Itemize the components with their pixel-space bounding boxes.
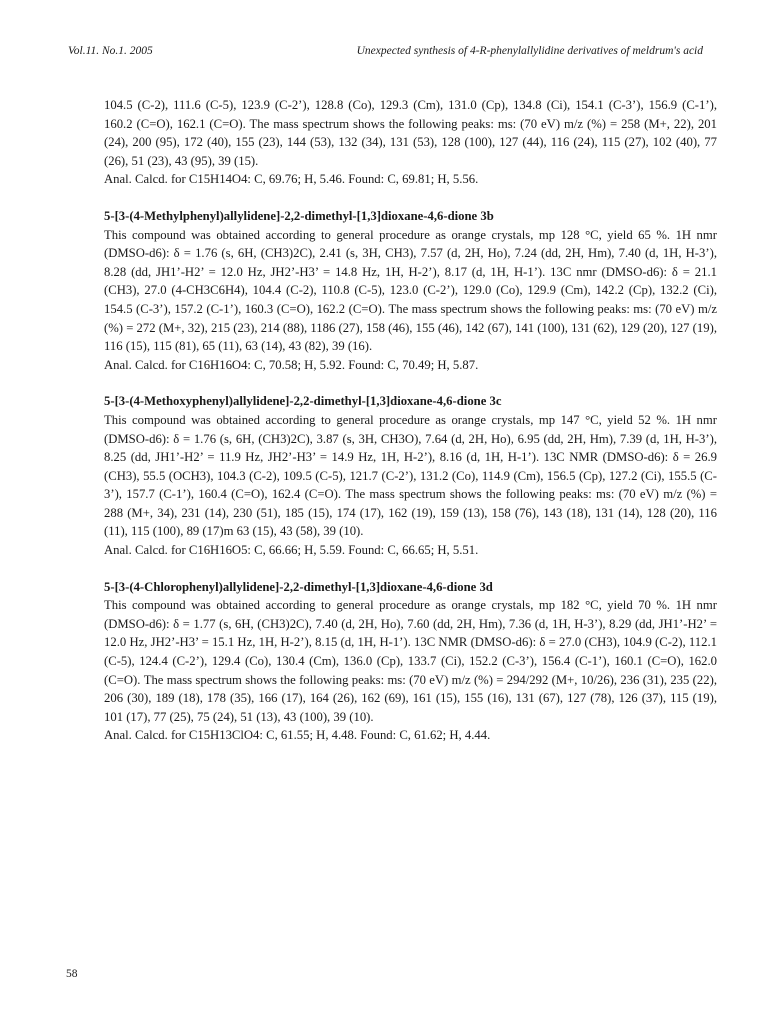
block-gap xyxy=(104,189,717,207)
paragraph: 104.5 (C-2), 111.6 (C-5), 123.9 (C-2’), 128.8 (Co), 129.3 (Cm), 131.0 (Cp), 134.8 (Ci), 154.1 (C-3’), 156.9 (C-1’), 160.2 (C=O), 162.1 (C=O). The mass spectrum shows the following peaks: ms: (70 eV) m/z (%) = 258 (M+, 22), 201 (24), 200 (95), 172 (40), 155 (23), 144 (53), 132 (34), 131 (53), 128 (100), 127 (44), 116 (24), 115 (27), 102 (40), 77 (26), 51 (23), 43 (95), 39 (15). xyxy=(104,98,717,168)
block-gap xyxy=(104,560,717,578)
running-header-title: Unexpected synthesis of 4-R-phenylallylidine derivatives of meldrum's acid xyxy=(356,45,703,57)
compound-heading: 5-[3-(4-Methoxyphenyl)allylidene]-2,2-dimethyl-[1,3]dioxane-4,6-dione 3c xyxy=(104,394,502,409)
page-number: 58 xyxy=(66,968,78,980)
elemental-analysis: Anal. Calcd. for C15H14O4: C, 69.76; H, 5.46. Found: C, 69.81; H, 5.56. xyxy=(104,172,479,187)
paragraph: This compound was obtained according to general procedure as orange crystals, mp 147 °C, yield 52 %. 1H nmr (DMSO-d6): δ = 1.76 (s, 6H, (CH3)2C), 3.87 (s, 3H, CH3O), 7.64 (d, 2H, Ho), 6.95 (dd, 2H, Hm), 7.39 (d, 1H, H-3’), 8.25 (dd, JH1’-H2’ = 11.9 Hz, JH2’-H3’ = 14.9 Hz, 1H, H-2’), 8.16 (d, 1H, H-1’). 13C NMR (DMSO-d6): δ = 26.9 (CH3), 55.5 (OCH3), 104.3 (C-2), 109.5 (C-5), 121.7 (C-2’), 131.2 (Co), 114.9 (Cm), 156.5 (Cp), 127.2 (Ci), 155.5 (C-3’), 157.7 (C-1’), 160.4 (C=O), 162.4 (C=O). The mass spectrum shows the following peaks: ms: (70 eV) m/z (%) = 288 (M+, 34), 231 (14), 230 (51), 185 (15), 174 (17), 162 (19), 159 (13), 158 (76), 143 (18), 131 (14), 128 (20), 116 (11), 115 (100), 89 (17)m 63 (15), 43 (58), 39 (10). xyxy=(104,412,717,539)
paragraph: This compound was obtained according to general procedure as orange crystals, mp 182 °C, yield 70 %. 1H nmr (DMSO-d6): δ = 1.77 (s, 6H, (CH3)2C), 7.40 (d, 2H, Ho), 7.60 (dd, 2H, Hm), 7.36 (d, 1H, H-3’), 8.29 (dd, JH1’-H2’ = 12.0 Hz, JH2’-H3’ = 15.1 Hz, 1H, H-2’), 8.15 (d, 1H, H-1’). 13C NMR (DMSO-d6): δ = 27.0 (CH3), 104.9 (C-2), 112.1 (C-5), 124.4 (C-2’), 129.4 (Co), 130.4 (Cm), 136.0 (Cp), 133.7 (Ci), 152.2 (C-3’), 156.4 (C-1’), 160.1 (C=O), 162.0 (C=O). The mass spectrum shows the following peaks: ms: (70 eV) m/z (%) = 294/292 (M+, 10/26), 236 (31), 235 (22), 206 (30), 189 (18), 178 (35), 166 (17), 164 (26), 162 (69), 161 (15), 155 (16), 131 (67), 127 (78), 126 (37), 115 (19), 101 (17), 77 (25), 75 (24), 51 (13), 43 (100), 39 (10). xyxy=(104,598,717,724)
elemental-analysis: Anal. Calcd. for C16H16O4: C, 70.58; H, 5.92. Found: C, 70.49; H, 5.87. xyxy=(104,357,479,372)
compound-heading: 5-[3-(4-Chlorophenyl)allylidene]-2,2-dimethyl-[1,3]dioxane-4,6-dione 3d xyxy=(104,579,493,594)
paragraph: This compound was obtained according to general procedure as orange crystals, mp 128 °C, yield 65 %. 1H nmr (DMSO-d6): δ = 1.76 (s, 6H, (CH3)2C), 2.41 (s, 3H, CH3), 7.57 (d, 2H, Ho), 7.24 (dd, 2H, Hm), 7.40 (d, 1H, H-3’), 8.28 (dd, JH1’-H2’ = 12.0 Hz, JH2’-H3’ = 14.8 Hz, 1H, H-2’), 8.17 (d, 1H, H-1’). 13C nmr (DMSO-d6): δ = 21.1 (CH3), 27.0 (4-CH3C6H4), 104.4 (C-2), 110.8 (C-5), 123.0 (C-2’), 129.0 (Co), 129.9 (Cm), 142.2 (Cp), 132.2 (Ci), 154.5 (C-3’), 157.2 (C-1’), 160.3 (C=O), 162.2 (C=O). The mass spectrum shows the following peaks: ms: (70 eV) m/z (%) = 272 (M+, 32), 215 (23), 214 (88), 1186 (27), 158 (46), 155 (46), 142 (67), 141 (100), 131 (62), 129 (20), 127 (19), 116 (15), 115 (81), 65 (11), 63 (14), 43 (82), 39 (16). xyxy=(104,227,717,354)
compound-heading: 5-[3-(4-Methylphenyl)allylidene]-2,2-dimethyl-[1,3]dioxane-4,6-dione 3b xyxy=(104,208,494,223)
elemental-analysis: Anal. Calcd. for C16H16O5: C, 66.66; H, 5.59. Found: C, 66.65; H, 5.51. xyxy=(104,543,479,558)
article-body xyxy=(104,96,717,745)
elemental-analysis: Anal. Calcd. for C15H13ClO4: C, 61.55; H, 4.48. Found: C, 61.62; H, 4.44. xyxy=(104,728,491,743)
running-header-volume: Vol.11. No.1. 2005 xyxy=(68,45,153,57)
block-gap xyxy=(104,374,717,392)
